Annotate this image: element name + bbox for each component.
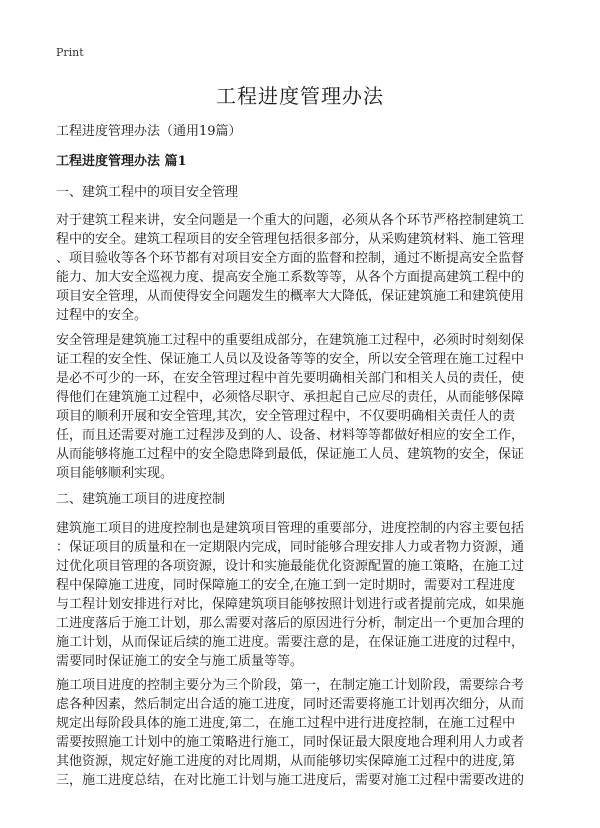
paragraph-safety-intro [56,211,546,325]
paragraph-progress-control [56,519,546,671]
text-line: 需要按照施工计划中的施工策略进行施工，同时保证最大限度地合理利用人力或者 [56,735,525,750]
section-heading-progress: 二、建筑施工项目的进度控制 [56,492,226,507]
paragraph-progress-stages [56,676,546,790]
text-line: 能力、加大安全巡视力度、提高安全施工系数等等，从各个方面提高建筑工程中的 [56,270,525,285]
text-line: 过优化项目管理的各项资源，设计和实施最能优化资源配置的施工策略，在施工过 [56,559,525,574]
text-line: 过程中的安全。 [56,308,148,323]
text-line: 是必不可少的一环，在安全管理过程中首先要明确相关部门和相关人员的责任，使 [56,371,525,386]
print-label: Print [56,46,84,59]
text-line: 程中保障施工进度，同时保障施工的安全,在施工到一定时期时，需要对工程进度 [56,578,516,593]
text-line: 对于建筑工程来讲，安全问题是一个重大的问题，必须从各个环节严格控制建筑工 [56,213,525,228]
text-line: 施工项目进度的控制主要分为三个阶段，第一，在制定施工计划阶段，需要综合考 [56,678,525,693]
text-line: 项目能够顺利实现。 [56,466,174,481]
text-line: 证工程的安全性、保证施工人员以及设备等等的安全，所以安全管理在施工过程中 [56,352,525,367]
text-line: 与工程计划安排进行对比，保障建筑项目能够按照计划进行或者提前完成，如果施 [56,597,525,612]
text-line: 工进度落后于施工计划，那么需要对落后的原因进行分析，制定出一个更加合理的 [56,616,525,631]
text-line: 施工计划，从而保证后续的施工进度。需要注意的是，在保证施工进度的过程中， [56,635,525,650]
section-heading-safety: 一、建筑工程中的项目安全管理 [56,185,239,200]
text-line: 、项目验收等各个环节都有对项目安全方面的监督和控制，通过不断提高安全监督 [56,251,525,266]
text-line: 安全管理是建筑施工过程中的重要组成部分，在建筑施工过程中，必须时时刻刻保 [56,333,525,348]
text-line: 任，而且还需要对施工过程涉及到的人、设备、材料等等都做好相应的安全工作， [56,428,525,443]
text-line: 虑各种因素，然后制定出合适的施工进度，同时还需要将施工计划再次细分，从而 [56,697,525,712]
text-line: 建筑施工项目的进度控制也是建筑项目管理的重要部分，进度控制的内容主要包括 [56,521,525,536]
text-line: 项目安全管理，从而使得安全问题发生的概率大大降低，保证建筑施工和建筑使用 [56,289,525,304]
text-line: 得他们在建筑施工过程中，必须恪尽职守、承担起自己应尽的责任，从而能够保障 [56,390,525,405]
text-line: 其他资源，规定好施工进度的对比周期，从而能够切实保障施工过程中的进度,第 [56,754,516,769]
document-title: 工程进度管理办法 [216,84,384,108]
document-subtitle: 工程进度管理办法（通用19篇） [56,124,242,139]
text-line: ：保证项目的质量和在一定期限内完成，同时能够合理安排人力或者物力资源，通 [56,540,525,555]
paragraph-safety-management [56,331,546,483]
text-line: 三，施工进度总结，在对比施工计划与施工进度后，需要对施工过程中需要改进的 [56,773,525,788]
text-line: 需要同时保证施工的安全与施工质量等等。 [56,654,304,669]
text-line: 从而能够将施工过程中的安全隐患降到最低，保证施工人员、建筑物的安全，保证 [56,447,525,462]
text-line: 规定出每阶段具体的施工进度,第二，在施工过程中进行进度控制，在施工过程中 [56,716,516,731]
text-line: 程中的安全。建筑工程项目的安全管理包括很多部分，从采购建筑材料、施工管理 [56,232,525,247]
text-line: 项目的顺利开展和安全管理,其次，安全管理过程中，不仅要明确相关责任人的责 [56,409,516,424]
article-heading: 工程进度管理办法 篇1 [56,154,187,169]
